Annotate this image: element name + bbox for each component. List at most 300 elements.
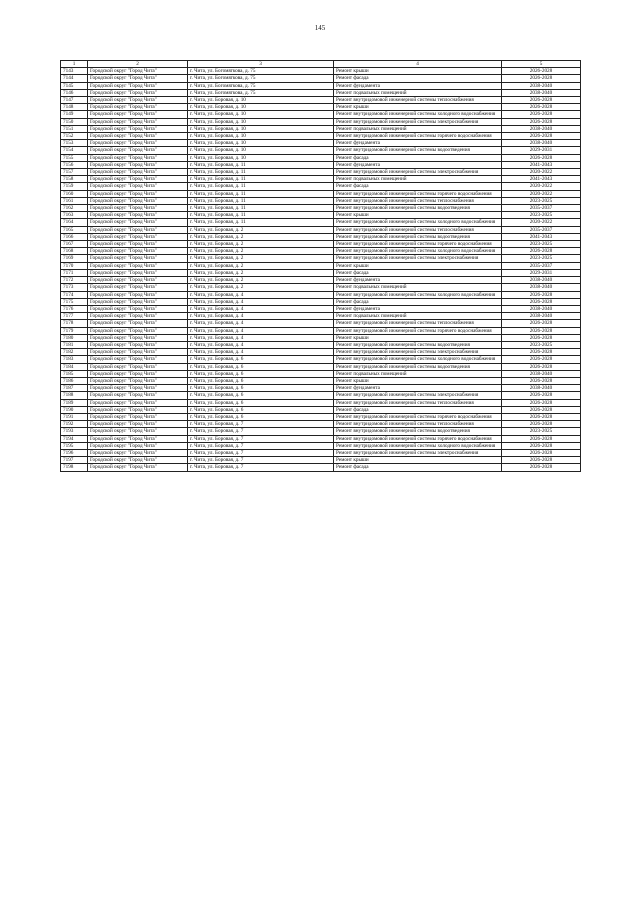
address-cell: г. Чита, ул. Боровая, д. 2 (188, 269, 334, 276)
period-cell: 2038-2040 (502, 277, 581, 284)
table-row (61, 363, 581, 370)
table-row (61, 413, 581, 420)
period-cell: 2026-2028 (502, 154, 581, 161)
row-number-cell: 7158 (61, 176, 88, 183)
row-number-cell: 7170 (61, 262, 88, 269)
work-type-cell: Ремонт фундамента (334, 277, 502, 284)
municipality-cell: Городской округ "Город Чита" (88, 104, 188, 111)
table-row (61, 349, 581, 356)
period-cell: 2026-2028 (502, 449, 581, 456)
table-row (61, 212, 581, 219)
table-row (61, 75, 581, 82)
table-row (61, 154, 581, 161)
table-row (61, 449, 581, 456)
work-type-cell: Ремонт внутридомовой инженерной системы электроснабжения (334, 255, 502, 262)
municipality-cell: Городской округ "Город Чита" (88, 118, 188, 125)
work-type-cell: Ремонт внутридомовой инженерной системы электроснабжения (334, 169, 502, 176)
table-row (61, 464, 581, 471)
table-row (61, 313, 581, 320)
municipality-cell: Городской округ "Город Чита" (88, 327, 188, 334)
table-row (61, 68, 581, 75)
address-cell: г. Чита, ул. Боровая, д. 11 (188, 212, 334, 219)
period-cell: 2026-2028 (502, 464, 581, 471)
row-number-cell: 7143 (61, 68, 88, 75)
table-row (61, 118, 581, 125)
row-number-cell: 7162 (61, 205, 88, 212)
address-cell: г. Чита, ул. Боровая, д. 6 (188, 392, 334, 399)
row-number-cell: 7156 (61, 161, 88, 168)
address-cell: г. Чита, ул. Боровая, д. 10 (188, 154, 334, 161)
address-cell: г. Чита, ул. Боровая, д. 6 (188, 363, 334, 370)
row-number-cell: 7149 (61, 111, 88, 118)
period-cell: 2023-2025 (502, 212, 581, 219)
address-cell: г. Чита, ул. Боровая, д. 11 (188, 169, 334, 176)
work-type-cell: Ремонт внутридомовой инженерной системы горячего водоснабжения (334, 413, 502, 420)
municipality-cell: Городской округ "Город Чита" (88, 111, 188, 118)
address-cell: г. Чита, ул. Боровая, д. 10 (188, 118, 334, 125)
municipality-cell: Городской округ "Город Чита" (88, 212, 188, 219)
municipality-cell: Городской округ "Город Чита" (88, 161, 188, 168)
work-type-cell: Ремонт внутридомовой инженерной системы холодного водоснабжения (334, 356, 502, 363)
municipality-cell: Городской округ "Город Чита" (88, 356, 188, 363)
period-cell: 2020-2022 (502, 190, 581, 197)
municipality-cell: Городской округ "Город Чита" (88, 363, 188, 370)
table-row (61, 305, 581, 312)
municipality-cell: Городской округ "Город Чита" (88, 291, 188, 298)
row-number-cell: 7168 (61, 248, 88, 255)
work-type-cell: Ремонт внутридомовой инженерной системы водоотведения (334, 363, 502, 370)
period-cell: 2041-2043 (502, 233, 581, 240)
municipality-cell: Городской округ "Город Чита" (88, 385, 188, 392)
work-type-cell: Ремонт внутридомовой инженерной системы водоотведения (334, 428, 502, 435)
work-type-cell: Ремонт внутридомовой инженерной системы холодного водоснабжения (334, 291, 502, 298)
row-number-cell: 7195 (61, 442, 88, 449)
period-cell: 2038-2040 (502, 125, 581, 132)
period-cell: 2026-2028 (502, 435, 581, 442)
row-number-cell: 7183 (61, 356, 88, 363)
address-cell: г. Чита, ул. Богомягкова, д. 75 (188, 82, 334, 89)
period-cell: 2026-2028 (502, 392, 581, 399)
address-cell: г. Чита, ул. Богомягкова, д. 75 (188, 75, 334, 82)
work-type-cell: Ремонт фасада (334, 298, 502, 305)
municipality-cell: Городской округ "Город Чита" (88, 255, 188, 262)
work-type-cell: Ремонт внутридомовой инженерной системы электроснабжения (334, 349, 502, 356)
municipality-cell: Городской округ "Город Чита" (88, 125, 188, 132)
municipality-cell: Городской округ "Город Чита" (88, 413, 188, 420)
work-type-cell: Ремонт внутридомовой инженерной системы холодного водоснабжения (334, 442, 502, 449)
period-cell: 2035-2037 (502, 262, 581, 269)
period-cell: 2038-2040 (502, 385, 581, 392)
work-type-cell: Ремонт внутридомовой инженерной системы горячего водоснабжения (334, 190, 502, 197)
row-number-cell: 7185 (61, 370, 88, 377)
period-cell: 2023-2025 (502, 241, 581, 248)
municipality-cell: Городской округ "Город Чита" (88, 248, 188, 255)
municipality-cell: Городской округ "Город Чита" (88, 421, 188, 428)
municipality-cell: Городской округ "Город Чита" (88, 75, 188, 82)
work-type-cell: Ремонт внутридомовой инженерной системы теплоснабжения (334, 399, 502, 406)
period-cell: 2026-2028 (502, 399, 581, 406)
row-number-cell: 7155 (61, 154, 88, 161)
period-cell: 2026-2028 (502, 248, 581, 255)
work-type-cell: Ремонт внутридомовой инженерной системы водоотведения (334, 341, 502, 348)
row-number-cell: 7188 (61, 392, 88, 399)
work-type-cell: Ремонт крыши (334, 262, 502, 269)
work-type-cell: Ремонт внутридомовой инженерной системы электроснабжения (334, 118, 502, 125)
period-cell: 2038-2040 (502, 140, 581, 147)
work-type-cell: Ремонт внутридомовой инженерной системы горячего водоснабжения (334, 241, 502, 248)
row-number-cell: 7187 (61, 385, 88, 392)
period-cell: 2026-2028 (502, 349, 581, 356)
period-cell: 2026-2028 (502, 75, 581, 82)
period-cell: 2026-2028 (502, 104, 581, 111)
table-row (61, 233, 581, 240)
row-number-cell: 7194 (61, 435, 88, 442)
row-number-cell: 7179 (61, 327, 88, 334)
period-cell: 2038-2040 (502, 89, 581, 96)
municipality-cell: Городской округ "Город Чита" (88, 82, 188, 89)
municipality-cell: Городской округ "Город Чита" (88, 370, 188, 377)
work-type-cell: Ремонт внутридомовой инженерной системы водоотведения (334, 147, 502, 154)
column-header: 1 (61, 61, 88, 68)
address-cell: г. Чита, ул. Боровая, д. 4 (188, 305, 334, 312)
row-number-cell: 7186 (61, 377, 88, 384)
municipality-cell: Городской округ "Город Чита" (88, 233, 188, 240)
row-number-cell: 7151 (61, 125, 88, 132)
municipality-cell: Городской округ "Город Чита" (88, 399, 188, 406)
work-type-cell: Ремонт фасада (334, 183, 502, 190)
row-number-cell: 7178 (61, 320, 88, 327)
row-number-cell: 7148 (61, 104, 88, 111)
period-cell: 2020-2022 (502, 183, 581, 190)
work-type-cell: Ремонт внутридомовой инженерной системы теплоснабжения (334, 197, 502, 204)
municipality-cell: Городской округ "Город Чита" (88, 334, 188, 341)
address-cell: г. Чита, ул. Боровая, д. 7 (188, 449, 334, 456)
work-type-cell: Ремонт внутридомовой инженерной системы водоотведения (334, 205, 502, 212)
period-cell: 2020-2022 (502, 169, 581, 176)
table-row (61, 147, 581, 154)
work-type-cell: Ремонт фундамента (334, 161, 502, 168)
period-cell: 2026-2028 (502, 327, 581, 334)
address-cell: г. Чита, ул. Боровая, д. 11 (188, 161, 334, 168)
work-type-cell: Ремонт фасада (334, 464, 502, 471)
table-row (61, 298, 581, 305)
period-cell: 2026-2028 (502, 457, 581, 464)
row-number-cell: 7190 (61, 406, 88, 413)
row-number-cell: 7177 (61, 313, 88, 320)
address-cell: г. Чита, ул. Боровая, д. 11 (188, 176, 334, 183)
row-number-cell: 7153 (61, 140, 88, 147)
work-type-cell: Ремонт внутридомовой инженерной системы водоотведения (334, 233, 502, 240)
period-cell: 2026-2028 (502, 356, 581, 363)
municipality-cell: Городской округ "Город Чита" (88, 435, 188, 442)
municipality-cell: Городской округ "Город Чита" (88, 377, 188, 384)
work-type-cell: Ремонт фундамента (334, 82, 502, 89)
address-cell: г. Чита, ул. Боровая, д. 10 (188, 140, 334, 147)
work-type-cell: Ремонт подвальных помещений (334, 125, 502, 132)
work-type-cell: Ремонт крыши (334, 334, 502, 341)
work-type-cell: Ремонт внутридомовой инженерной системы электроснабжения (334, 449, 502, 456)
row-number-cell: 7165 (61, 226, 88, 233)
municipality-cell: Городской округ "Город Чита" (88, 320, 188, 327)
work-type-cell: Ремонт внутридомовой инженерной системы горячего водоснабжения (334, 435, 502, 442)
work-type-cell: Ремонт внутридомовой инженерной системы горячего водоснабжения (334, 133, 502, 140)
row-number-cell: 7198 (61, 464, 88, 471)
column-header: 2 (88, 61, 188, 68)
table-row (61, 341, 581, 348)
work-type-cell: Ремонт крыши (334, 104, 502, 111)
municipality-cell: Городской округ "Город Чита" (88, 449, 188, 456)
address-cell: г. Чита, ул. Боровая, д. 4 (188, 334, 334, 341)
period-cell: 2026-2028 (502, 68, 581, 75)
work-type-cell: Ремонт внутридомовой инженерной системы холодного водоснабжения (334, 248, 502, 255)
period-cell: 2026-2028 (502, 111, 581, 118)
address-cell: г. Чита, ул. Боровая, д. 10 (188, 125, 334, 132)
table-row (61, 392, 581, 399)
work-type-cell: Ремонт фасада (334, 406, 502, 413)
period-cell: 2038-2040 (502, 305, 581, 312)
municipality-cell: Городской округ "Город Чита" (88, 464, 188, 471)
municipality-cell: Городской округ "Город Чита" (88, 313, 188, 320)
municipality-cell: Городской округ "Город Чита" (88, 277, 188, 284)
address-cell: г. Чита, ул. Боровая, д. 10 (188, 104, 334, 111)
period-cell: 2026-2028 (502, 320, 581, 327)
address-cell: г. Чита, ул. Боровая, д. 6 (188, 370, 334, 377)
table-row (61, 219, 581, 226)
address-cell: г. Чита, ул. Боровая, д. 4 (188, 349, 334, 356)
period-cell: 2038-2040 (502, 370, 581, 377)
table-row (61, 133, 581, 140)
period-cell: 2041-2043 (502, 176, 581, 183)
period-cell: 2026-2028 (502, 406, 581, 413)
municipality-cell: Городской округ "Город Чита" (88, 457, 188, 464)
municipality-cell: Городской округ "Город Чита" (88, 349, 188, 356)
table-row (61, 140, 581, 147)
work-type-cell: Ремонт внутридомовой инженерной системы теплоснабжения (334, 97, 502, 104)
table-body (61, 68, 581, 471)
work-type-cell: Ремонт внутридомовой инженерной системы холодного водоснабжения (334, 219, 502, 226)
address-cell: г. Чита, ул. Боровая, д. 11 (188, 183, 334, 190)
municipality-cell: Городской округ "Город Чита" (88, 183, 188, 190)
municipality-cell: Городской округ "Город Чита" (88, 190, 188, 197)
municipality-cell: Городской округ "Город Чита" (88, 284, 188, 291)
table-row (61, 176, 581, 183)
table-row (61, 370, 581, 377)
row-number-cell: 7159 (61, 183, 88, 190)
table-row (61, 241, 581, 248)
period-cell: 2026-2028 (502, 334, 581, 341)
municipality-cell: Городской округ "Город Чита" (88, 97, 188, 104)
row-number-cell: 7175 (61, 298, 88, 305)
work-type-cell: Ремонт внутридомовой инженерной системы теплоснабжения (334, 320, 502, 327)
table-row (61, 457, 581, 464)
table-row (61, 255, 581, 262)
capital-repair-table (60, 60, 581, 472)
work-type-cell: Ремонт подвальных помещений (334, 89, 502, 96)
municipality-cell: Городской округ "Город Чита" (88, 169, 188, 176)
period-cell: 2026-2028 (502, 97, 581, 104)
address-cell: г. Чита, ул. Боровая, д. 4 (188, 320, 334, 327)
column-header: 5 (502, 61, 581, 68)
period-cell: 2026-2028 (502, 363, 581, 370)
address-cell: г. Чита, ул. Боровая, д. 11 (188, 197, 334, 204)
table-row (61, 421, 581, 428)
address-cell: г. Чита, ул. Боровая, д. 6 (188, 406, 334, 413)
period-cell: 2020-2022 (502, 219, 581, 226)
work-type-cell: Ремонт внутридомовой инженерной системы горячего водоснабжения (334, 327, 502, 334)
table-row (61, 320, 581, 327)
municipality-cell: Городской округ "Город Чита" (88, 205, 188, 212)
period-cell: 2026-2028 (502, 377, 581, 384)
address-cell: г. Чита, ул. Богомягкова, д. 75 (188, 68, 334, 75)
period-cell: 2026-2028 (502, 298, 581, 305)
municipality-cell: Городской округ "Город Чита" (88, 241, 188, 248)
row-number-cell: 7157 (61, 169, 88, 176)
period-cell: 2026-2028 (502, 291, 581, 298)
work-type-cell: Ремонт подвальных помещений (334, 176, 502, 183)
municipality-cell: Городской округ "Город Чита" (88, 176, 188, 183)
address-cell: г. Чита, ул. Боровая, д. 6 (188, 385, 334, 392)
address-cell: г. Чита, ул. Боровая, д. 10 (188, 147, 334, 154)
table-row (61, 262, 581, 269)
row-number-cell: 7193 (61, 428, 88, 435)
table-row (61, 111, 581, 118)
table-row (61, 248, 581, 255)
table-row (61, 197, 581, 204)
period-cell: 2038-2040 (502, 313, 581, 320)
work-type-cell: Ремонт фасада (334, 75, 502, 82)
address-cell: г. Чита, ул. Боровая, д. 7 (188, 464, 334, 471)
row-number-cell: 7161 (61, 197, 88, 204)
page-number: 145 (314, 24, 326, 32)
table-row (61, 356, 581, 363)
row-number-cell: 7184 (61, 363, 88, 370)
address-cell: г. Чита, ул. Боровая, д. 10 (188, 111, 334, 118)
table-row (61, 284, 581, 291)
table-row (61, 327, 581, 334)
row-number-cell: 7196 (61, 449, 88, 456)
table-row (61, 82, 581, 89)
address-cell: г. Чита, ул. Боровая, д. 7 (188, 428, 334, 435)
row-number-cell: 7163 (61, 212, 88, 219)
row-number-cell: 7150 (61, 118, 88, 125)
column-header: 4 (334, 61, 502, 68)
row-number-cell: 7154 (61, 147, 88, 154)
municipality-cell: Городской округ "Город Чита" (88, 140, 188, 147)
address-cell: г. Чита, ул. Боровая, д. 11 (188, 205, 334, 212)
period-cell: 2035-2037 (502, 226, 581, 233)
row-number-cell: 7181 (61, 341, 88, 348)
municipality-cell: Городской округ "Город Чита" (88, 154, 188, 161)
work-type-cell: Ремонт фундамента (334, 305, 502, 312)
address-cell: г. Чита, ул. Боровая, д. 2 (188, 248, 334, 255)
table-row (61, 190, 581, 197)
period-cell: 2038-2040 (502, 82, 581, 89)
work-type-cell: Ремонт фундамента (334, 385, 502, 392)
work-type-cell: Ремонт подвальных помещений (334, 370, 502, 377)
municipality-cell: Городской округ "Город Чита" (88, 392, 188, 399)
work-type-cell: Ремонт фасада (334, 269, 502, 276)
address-cell: г. Чита, ул. Боровая, д. 4 (188, 327, 334, 334)
municipality-cell: Городской округ "Город Чита" (88, 133, 188, 140)
row-number-cell: 7145 (61, 82, 88, 89)
table-row (61, 399, 581, 406)
address-cell: г. Чита, ул. Боровая, д. 7 (188, 442, 334, 449)
period-cell: 2026-2028 (502, 118, 581, 125)
table-row (61, 161, 581, 168)
address-cell: г. Чита, ул. Боровая, д. 2 (188, 255, 334, 262)
row-number-cell: 7174 (61, 291, 88, 298)
table-row (61, 169, 581, 176)
address-cell: г. Чита, ул. Боровая, д. 11 (188, 219, 334, 226)
address-cell: г. Чита, ул. Боровая, д. 10 (188, 133, 334, 140)
address-cell: г. Чита, ул. Боровая, д. 4 (188, 313, 334, 320)
period-cell: 2023-2025 (502, 197, 581, 204)
row-number-cell: 7164 (61, 219, 88, 226)
period-cell: 2026-2028 (502, 413, 581, 420)
table-row (61, 428, 581, 435)
row-number-cell: 7166 (61, 233, 88, 240)
work-type-cell: Ремонт крыши (334, 68, 502, 75)
work-type-cell: Ремонт внутридомовой инженерной системы электроснабжения (334, 392, 502, 399)
municipality-cell: Городской округ "Город Чита" (88, 305, 188, 312)
row-number-cell: 7152 (61, 133, 88, 140)
period-cell: 2029-2031 (502, 269, 581, 276)
table-row (61, 125, 581, 132)
municipality-cell: Городской округ "Город Чита" (88, 68, 188, 75)
address-cell: г. Чита, ул. Боровая, д. 10 (188, 97, 334, 104)
work-type-cell: Ремонт крыши (334, 457, 502, 464)
table-row (61, 104, 581, 111)
work-type-cell: Ремонт внутридомовой инженерной системы теплоснабжения (334, 226, 502, 233)
work-type-cell: Ремонт подвальных помещений (334, 284, 502, 291)
table-row (61, 406, 581, 413)
municipality-cell: Городской округ "Город Чита" (88, 89, 188, 96)
period-cell: 2026-2028 (502, 133, 581, 140)
table-header-row (61, 61, 581, 68)
address-cell: г. Чита, ул. Боровая, д. 2 (188, 277, 334, 284)
address-cell: г. Чита, ул. Боровая, д. 2 (188, 226, 334, 233)
table-row (61, 291, 581, 298)
row-number-cell: 7160 (61, 190, 88, 197)
municipality-cell: Городской округ "Город Чита" (88, 269, 188, 276)
row-number-cell: 7192 (61, 421, 88, 428)
municipality-cell: Городской округ "Город Чита" (88, 197, 188, 204)
address-cell: г. Чита, ул. Боровая, д. 6 (188, 413, 334, 420)
address-cell: г. Чита, ул. Боровая, д. 7 (188, 435, 334, 442)
row-number-cell: 7189 (61, 399, 88, 406)
address-cell: г. Чита, ул. Боровая, д. 2 (188, 284, 334, 291)
period-cell: 2026-2028 (502, 442, 581, 449)
table-row (61, 89, 581, 96)
address-cell: г. Чита, ул. Боровая, д. 4 (188, 298, 334, 305)
address-cell: г. Чита, ул. Богомягкова, д. 75 (188, 89, 334, 96)
work-type-cell: Ремонт внутридомовой инженерной системы теплоснабжения (334, 421, 502, 428)
table-row (61, 334, 581, 341)
table-row (61, 97, 581, 104)
address-cell: г. Чита, ул. Боровая, д. 7 (188, 421, 334, 428)
work-type-cell: Ремонт внутридомовой инженерной системы холодного водоснабжения (334, 111, 502, 118)
municipality-cell: Городской округ "Город Чита" (88, 298, 188, 305)
municipality-cell: Городской округ "Город Чита" (88, 428, 188, 435)
period-cell: 2041-2043 (502, 161, 581, 168)
table-row (61, 377, 581, 384)
address-cell: г. Чита, ул. Боровая, д. 2 (188, 262, 334, 269)
address-cell: г. Чита, ул. Боровая, д. 2 (188, 233, 334, 240)
address-cell: г. Чита, ул. Боровая, д. 2 (188, 241, 334, 248)
table-row (61, 442, 581, 449)
municipality-cell: Городской округ "Город Чита" (88, 341, 188, 348)
period-cell: 2035-2037 (502, 205, 581, 212)
